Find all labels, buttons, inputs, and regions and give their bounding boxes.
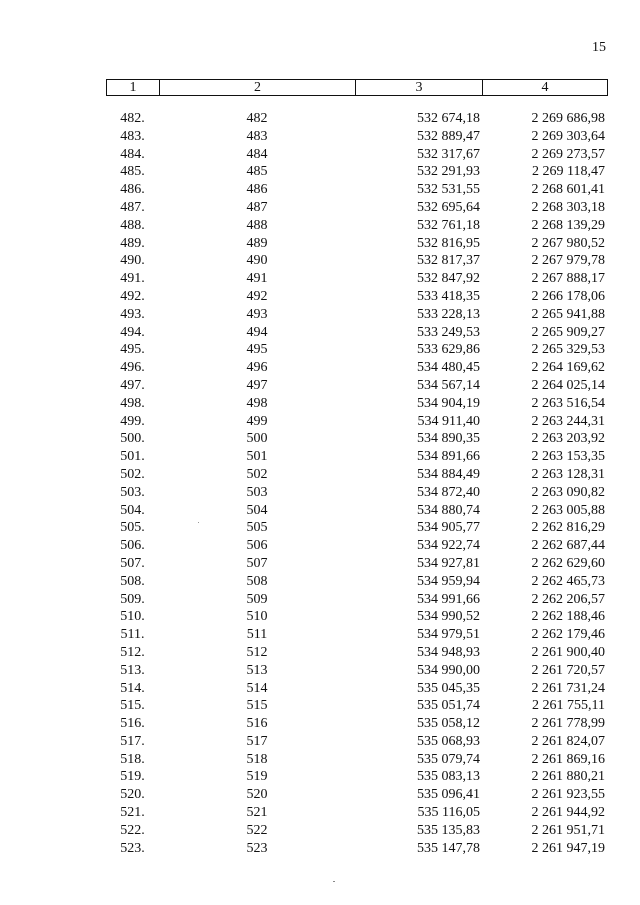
point-number: 509 bbox=[246, 591, 268, 607]
point-number: 489 bbox=[246, 235, 268, 251]
point-number: 506 bbox=[246, 538, 268, 554]
point-number: 502 bbox=[246, 466, 268, 482]
table-row bbox=[106, 252, 607, 270]
row-number: 515. bbox=[120, 698, 145, 714]
table-row bbox=[106, 804, 607, 822]
point-number: 515 bbox=[246, 698, 268, 714]
table-row bbox=[106, 608, 607, 626]
row-number: 516. bbox=[120, 716, 145, 732]
y-coordinate: 2 263 090,82 bbox=[531, 484, 605, 500]
table-row bbox=[106, 413, 607, 431]
x-coordinate: 532 317,67 bbox=[417, 146, 480, 162]
row-number: 507. bbox=[120, 555, 145, 571]
table-row bbox=[106, 502, 607, 520]
row-number: 500. bbox=[120, 431, 145, 447]
y-coordinate: 2 262 206,57 bbox=[531, 591, 605, 607]
row-number: 488. bbox=[120, 217, 145, 233]
scan-speck bbox=[333, 881, 335, 882]
x-coordinate: 533 228,13 bbox=[417, 306, 480, 322]
row-number: 510. bbox=[120, 609, 145, 625]
point-number: 513 bbox=[246, 662, 268, 678]
y-coordinate: 2 266 178,06 bbox=[531, 288, 605, 304]
row-number: 522. bbox=[120, 822, 145, 838]
point-number: 484 bbox=[246, 146, 268, 162]
row-number: 485. bbox=[120, 164, 145, 180]
x-coordinate: 535 083,13 bbox=[417, 769, 480, 785]
row-number: 506. bbox=[120, 538, 145, 554]
table-row bbox=[106, 235, 607, 253]
x-coordinate: 532 674,18 bbox=[417, 111, 480, 126]
y-coordinate: 2 269 118,47 bbox=[532, 164, 605, 180]
point-number: 486 bbox=[246, 182, 268, 198]
point-number: 517 bbox=[246, 733, 268, 749]
point-number: 504 bbox=[246, 502, 268, 518]
x-coordinate: 532 531,55 bbox=[417, 182, 480, 198]
point-number: 485 bbox=[246, 164, 268, 180]
y-coordinate: 2 263 128,31 bbox=[531, 466, 605, 482]
table-row bbox=[106, 110, 607, 128]
x-coordinate: 535 045,35 bbox=[417, 680, 480, 696]
table-row bbox=[106, 146, 607, 164]
row-number: 509. bbox=[120, 591, 145, 607]
y-coordinate: 2 263 516,54 bbox=[531, 395, 605, 411]
y-coordinate: 2 269 273,57 bbox=[531, 146, 605, 162]
row-number: 518. bbox=[120, 751, 145, 767]
row-number: 484. bbox=[120, 146, 145, 162]
y-coordinate: 2 267 979,78 bbox=[531, 253, 605, 269]
row-number: 494. bbox=[120, 324, 145, 340]
table-row bbox=[106, 591, 607, 609]
x-coordinate: 534 904,19 bbox=[417, 395, 480, 411]
table-row bbox=[106, 768, 607, 786]
point-number: 501 bbox=[246, 449, 268, 465]
x-coordinate: 534 979,51 bbox=[417, 627, 480, 643]
coordinate-table-body bbox=[106, 110, 607, 857]
y-coordinate: 2 261 900,40 bbox=[531, 644, 605, 660]
table-row bbox=[106, 163, 607, 181]
y-coordinate: 2 265 909,27 bbox=[531, 324, 605, 340]
point-number: 496 bbox=[246, 360, 268, 376]
x-coordinate: 535 068,93 bbox=[417, 733, 480, 749]
x-coordinate: 534 922,74 bbox=[417, 538, 480, 554]
x-coordinate: 534 991,66 bbox=[417, 591, 480, 607]
row-number: 501. bbox=[120, 449, 145, 465]
y-coordinate: 2 269 303,64 bbox=[531, 128, 605, 144]
x-coordinate: 534 567,14 bbox=[417, 377, 480, 393]
table-row bbox=[106, 270, 607, 288]
x-coordinate: 534 480,45 bbox=[417, 360, 480, 376]
table-row bbox=[106, 662, 607, 680]
x-coordinate: 534 872,40 bbox=[417, 484, 480, 500]
header-col-2: 2 bbox=[160, 80, 356, 96]
row-number: 502. bbox=[120, 466, 145, 482]
row-number: 503. bbox=[120, 484, 145, 500]
table-row bbox=[106, 377, 607, 395]
x-coordinate: 534 959,94 bbox=[417, 573, 480, 589]
table-row bbox=[106, 840, 607, 858]
table-row bbox=[106, 466, 607, 484]
table-row bbox=[106, 822, 607, 840]
row-number: 517. bbox=[120, 733, 145, 749]
row-number: 521. bbox=[120, 805, 145, 821]
y-coordinate: 2 264 169,62 bbox=[531, 360, 605, 376]
header-row bbox=[107, 80, 608, 96]
point-number: 503 bbox=[246, 484, 268, 500]
row-number: 487. bbox=[120, 199, 145, 215]
row-number: 493. bbox=[120, 306, 145, 322]
x-coordinate: 534 905,77 bbox=[417, 520, 480, 536]
point-number: 522 bbox=[246, 822, 268, 838]
point-number: 508 bbox=[246, 573, 268, 589]
table-row bbox=[106, 199, 607, 217]
row-number: 523. bbox=[120, 840, 145, 856]
y-coordinate: 2 261 731,24 bbox=[531, 680, 605, 696]
y-coordinate: 2 263 244,31 bbox=[531, 413, 605, 429]
y-coordinate: 2 269 686,98 bbox=[531, 111, 605, 126]
row-number: 512. bbox=[120, 644, 145, 660]
row-number: 483. bbox=[120, 128, 145, 144]
y-coordinate: 2 261 778,99 bbox=[531, 716, 605, 732]
x-coordinate: 534 884,49 bbox=[417, 466, 480, 482]
row-number: 513. bbox=[120, 662, 145, 678]
x-coordinate: 534 990,00 bbox=[417, 662, 480, 678]
x-coordinate: 535 116,05 bbox=[417, 805, 480, 821]
table-row bbox=[106, 484, 607, 502]
x-coordinate: 532 847,92 bbox=[417, 271, 480, 287]
header-col-3: 3 bbox=[356, 80, 483, 96]
y-coordinate: 2 268 601,41 bbox=[531, 182, 605, 198]
point-number: 488 bbox=[246, 217, 268, 233]
row-number: 491. bbox=[120, 271, 145, 287]
row-number: 505. bbox=[120, 520, 145, 536]
y-coordinate: 2 261 720,57 bbox=[531, 662, 605, 678]
y-coordinate: 2 261 869,16 bbox=[531, 751, 605, 767]
header-col-1: 1 bbox=[107, 80, 160, 96]
point-number: 516 bbox=[246, 716, 268, 732]
row-number: 486. bbox=[120, 182, 145, 198]
row-number: 482. bbox=[120, 111, 145, 126]
x-coordinate: 532 889,47 bbox=[417, 128, 480, 144]
table-row bbox=[106, 288, 607, 306]
table-row bbox=[106, 217, 607, 235]
row-number: 520. bbox=[120, 787, 145, 803]
point-number: 518 bbox=[246, 751, 268, 767]
row-number: 519. bbox=[120, 769, 145, 785]
table-row bbox=[106, 181, 607, 199]
point-number: 492 bbox=[246, 288, 268, 304]
x-coordinate: 532 291,93 bbox=[417, 164, 480, 180]
table-row bbox=[106, 555, 607, 573]
y-coordinate: 2 265 941,88 bbox=[531, 306, 605, 322]
row-number: 511. bbox=[120, 627, 145, 643]
point-number: 493 bbox=[246, 306, 268, 322]
x-coordinate: 534 880,74 bbox=[417, 502, 480, 518]
table-row bbox=[106, 341, 607, 359]
table-row bbox=[106, 644, 607, 662]
x-coordinate: 535 079,74 bbox=[417, 751, 480, 767]
header-col-4: 4 bbox=[483, 80, 608, 96]
x-coordinate: 535 096,41 bbox=[417, 787, 480, 803]
row-number: 499. bbox=[120, 413, 145, 429]
y-coordinate: 2 262 816,29 bbox=[531, 520, 605, 536]
point-number: 519 bbox=[246, 769, 268, 785]
table-row bbox=[106, 751, 607, 769]
row-number: 497. bbox=[120, 377, 145, 393]
row-number: 498. bbox=[120, 395, 145, 411]
point-number: 495 bbox=[246, 342, 268, 358]
table-row bbox=[106, 697, 607, 715]
point-number: 507 bbox=[246, 555, 268, 571]
y-coordinate: 2 267 888,17 bbox=[531, 271, 605, 287]
y-coordinate: 2 262 629,60 bbox=[531, 555, 605, 571]
x-coordinate: 532 695,64 bbox=[417, 199, 480, 215]
point-number: 497 bbox=[246, 377, 268, 393]
x-coordinate: 533 629,86 bbox=[417, 342, 480, 358]
y-coordinate: 2 261 824,07 bbox=[531, 733, 605, 749]
y-coordinate: 2 262 465,73 bbox=[531, 573, 605, 589]
row-number: 508. bbox=[120, 573, 145, 589]
x-coordinate: 533 249,53 bbox=[417, 324, 480, 340]
point-number: 521 bbox=[246, 805, 268, 821]
scan-speck bbox=[198, 522, 199, 523]
y-coordinate: 2 263 203,92 bbox=[531, 431, 605, 447]
table-row bbox=[106, 680, 607, 698]
table-row bbox=[106, 537, 607, 555]
x-coordinate: 534 927,81 bbox=[417, 555, 480, 571]
row-number: 490. bbox=[120, 253, 145, 269]
x-coordinate: 535 051,74 bbox=[417, 698, 480, 714]
x-coordinate: 534 891,66 bbox=[417, 449, 480, 465]
x-coordinate: 534 990,52 bbox=[417, 609, 480, 625]
point-number: 487 bbox=[246, 199, 268, 215]
row-number: 496. bbox=[120, 360, 145, 376]
y-coordinate: 2 261 947,19 bbox=[531, 840, 605, 856]
table-row bbox=[106, 395, 607, 413]
point-number: 491 bbox=[246, 271, 268, 287]
x-coordinate: 534 948,93 bbox=[417, 644, 480, 660]
table-row bbox=[106, 430, 607, 448]
y-coordinate: 2 262 188,46 bbox=[531, 609, 605, 625]
x-coordinate: 532 761,18 bbox=[417, 217, 480, 233]
x-coordinate: 533 418,35 bbox=[417, 288, 480, 304]
point-number: 500 bbox=[246, 431, 268, 447]
x-coordinate: 534 890,35 bbox=[417, 431, 480, 447]
table-row bbox=[106, 128, 607, 146]
x-coordinate: 532 816,95 bbox=[417, 235, 480, 251]
table-row bbox=[106, 786, 607, 804]
y-coordinate: 2 268 303,18 bbox=[531, 199, 605, 215]
point-number: 512 bbox=[246, 644, 268, 660]
table-row bbox=[106, 324, 607, 342]
y-coordinate: 2 264 025,14 bbox=[531, 377, 605, 393]
y-coordinate: 2 263 005,88 bbox=[531, 502, 605, 518]
page-number: 15 bbox=[592, 40, 606, 55]
table-row bbox=[106, 306, 607, 324]
point-number: 498 bbox=[246, 395, 268, 411]
row-number: 489. bbox=[120, 235, 145, 251]
table-row bbox=[106, 359, 607, 377]
point-number: 494 bbox=[246, 324, 268, 340]
row-number: 514. bbox=[120, 680, 145, 696]
y-coordinate: 2 261 923,55 bbox=[531, 787, 605, 803]
x-coordinate: 535 058,12 bbox=[417, 716, 480, 732]
y-coordinate: 2 268 139,29 bbox=[531, 217, 605, 233]
point-number: 520 bbox=[246, 787, 268, 803]
point-number: 482 bbox=[246, 111, 268, 126]
y-coordinate: 2 267 980,52 bbox=[531, 235, 605, 251]
row-number: 504. bbox=[120, 502, 145, 518]
x-coordinate: 532 817,37 bbox=[417, 253, 480, 269]
point-number: 511 bbox=[246, 627, 268, 643]
y-coordinate: 2 261 880,21 bbox=[531, 769, 605, 785]
x-coordinate: 535 147,78 bbox=[417, 840, 480, 856]
row-number: 495. bbox=[120, 342, 145, 358]
point-number: 523 bbox=[246, 840, 268, 856]
row-number: 492. bbox=[120, 288, 145, 304]
table-row bbox=[106, 519, 607, 537]
y-coordinate: 2 261 951,71 bbox=[531, 822, 605, 838]
table-row bbox=[106, 626, 607, 644]
y-coordinate: 2 263 153,35 bbox=[531, 449, 605, 465]
y-coordinate: 2 261 944,92 bbox=[531, 805, 605, 821]
table-header bbox=[106, 79, 608, 96]
point-number: 510 bbox=[246, 609, 268, 625]
point-number: 483 bbox=[246, 128, 268, 144]
point-number: 490 bbox=[246, 253, 268, 269]
y-coordinate: 2 261 755,11 bbox=[532, 698, 605, 714]
table-row bbox=[106, 448, 607, 466]
point-number: 505 bbox=[246, 520, 268, 536]
table-row bbox=[106, 715, 607, 733]
y-coordinate: 2 265 329,53 bbox=[531, 342, 605, 358]
point-number: 499 bbox=[246, 413, 268, 429]
y-coordinate: 2 262 687,44 bbox=[531, 538, 605, 554]
y-coordinate: 2 262 179,46 bbox=[531, 627, 605, 643]
point-number: 514 bbox=[246, 680, 268, 696]
table-row bbox=[106, 733, 607, 751]
x-coordinate: 535 135,83 bbox=[417, 822, 480, 838]
table-row bbox=[106, 573, 607, 591]
x-coordinate: 534 911,40 bbox=[417, 413, 480, 429]
